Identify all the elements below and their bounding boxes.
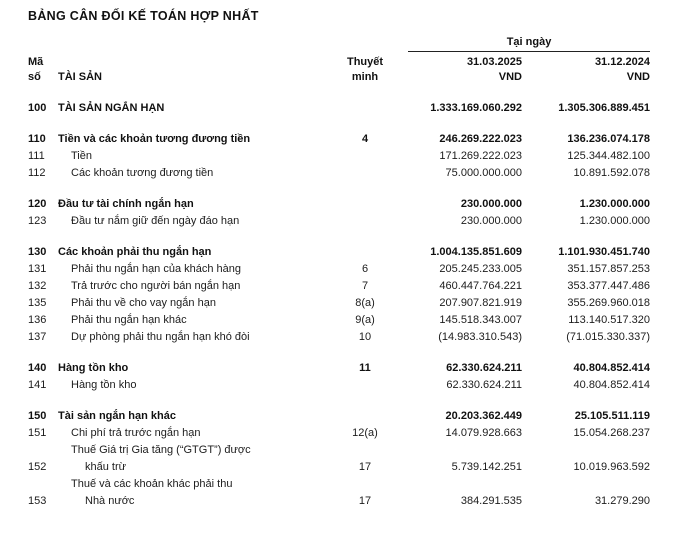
row-label-line1: Hàng tồn kho <box>71 379 137 391</box>
table-row <box>28 261 650 278</box>
row-value-2025: 62.330.624.211 <box>446 362 522 374</box>
row-value-2025: 230.000.000 <box>460 198 522 210</box>
row-label <box>58 377 340 394</box>
row-value-2024: 10.019.963.592 <box>573 461 650 473</box>
col-header-date-2025: 31.03.2025 <box>466 56 522 68</box>
row-value-2025: 246.269.222.023 <box>439 133 522 145</box>
col-header-note-line2: minh <box>351 71 379 83</box>
header-row-at-date <box>28 36 650 52</box>
row-code: 135 <box>28 297 47 309</box>
table-row <box>28 408 650 425</box>
row-code: 140 <box>28 362 47 374</box>
row-label <box>58 278 340 295</box>
row-value-2024: 355.269.960.018 <box>567 297 650 309</box>
row-note: 12(a) <box>352 427 378 439</box>
row-note: 8(a) <box>355 297 375 309</box>
row-value-2025: 171.269.222.023 <box>439 150 522 162</box>
row-code: 111 <box>28 150 45 162</box>
row-label <box>58 408 340 425</box>
col-header-note-line1: Thuyết <box>346 56 384 68</box>
row-code: 153 <box>28 495 47 507</box>
row-label <box>58 148 340 165</box>
row-label <box>58 476 340 510</box>
table-row <box>28 295 650 312</box>
row-label <box>58 425 340 442</box>
row-value-2025: 460.447.764.221 <box>439 280 522 292</box>
table-row <box>28 131 650 148</box>
row-label-line1: Các khoản phải thu ngắn hạn <box>58 246 212 258</box>
table-row <box>28 148 650 165</box>
row-value-2024: 40.804.852.414 <box>573 362 650 374</box>
row-note: 17 <box>358 461 372 473</box>
row-value-2024: 25.105.511.119 <box>574 410 650 422</box>
row-label <box>58 295 340 312</box>
row-code: 110 <box>28 133 46 145</box>
table-body <box>28 100 650 510</box>
table-row <box>28 213 650 230</box>
row-label-line1: Đầu tư tài chính ngắn hạn <box>58 198 194 210</box>
row-value-2024: 31.279.290 <box>594 495 650 507</box>
row-label-line1: Thuế và các khoản khác phải thu <box>71 478 233 490</box>
row-value-2025: 5.739.142.251 <box>451 461 522 473</box>
header-row-1 <box>28 55 650 70</box>
table-row <box>28 442 650 476</box>
row-code: 130 <box>28 246 47 258</box>
row-value-2025: (14.983.310.543) <box>438 331 522 343</box>
row-label <box>58 131 340 148</box>
row-value-2024: 353.377.447.486 <box>567 280 650 292</box>
table-row <box>28 278 650 295</box>
row-label-line1: Hàng tồn kho <box>58 362 129 374</box>
col-header-currency-2025: VND <box>498 71 522 83</box>
row-label <box>58 312 340 329</box>
row-label <box>58 100 340 117</box>
row-label-line1: Đầu tư nắm giữ đến ngày đáo hạn <box>71 215 240 227</box>
table-row <box>28 100 650 117</box>
row-label-line1: Phải thu ngắn hạn khác <box>71 314 187 326</box>
row-value-2025: 62.330.624.211 <box>446 379 522 391</box>
row-label-line2: khấu trừ <box>85 461 126 473</box>
row-label-line1: TÀI SẢN NGẮN HẠN <box>58 102 165 114</box>
row-code: 123 <box>28 215 47 227</box>
col-header-date-2024: 31.12.2024 <box>594 56 650 68</box>
row-value-2025: 145.518.343.007 <box>439 314 522 326</box>
table-row <box>28 196 650 213</box>
row-value-2025: 207.907.821.919 <box>439 297 522 309</box>
row-label-line1: Tài sản ngắn hạn khác <box>58 410 176 422</box>
row-value-2025: 384.291.535 <box>460 495 522 507</box>
row-value-2024: 1.230.000.000 <box>579 215 650 227</box>
row-label-line1: Tiền <box>71 150 92 162</box>
row-value-2025: 1.333.169.060.292 <box>430 102 522 114</box>
row-value-2024: 15.054.268.237 <box>573 427 650 439</box>
row-value-2024: 113.140.517.320 <box>568 314 650 326</box>
row-value-2025: 1.004.135.851.609 <box>430 246 522 258</box>
row-code: 150 <box>28 410 47 422</box>
row-note: 10 <box>358 331 372 343</box>
row-value-2025: 205.245.233.005 <box>439 263 522 275</box>
row-label <box>58 360 340 377</box>
row-label <box>58 329 340 346</box>
row-label-line1: Thuế Giá trị Gia tăng (“GTGT”) được <box>71 444 251 456</box>
row-label <box>58 261 340 278</box>
table-header <box>28 36 650 85</box>
row-value-2025: 20.203.362.449 <box>445 410 522 422</box>
row-label-line1: Các khoản tương đương tiền <box>71 167 214 179</box>
header-row-2 <box>28 70 650 85</box>
col-header-code-line1: Mã <box>28 56 44 68</box>
row-value-2024: 136.236.074.178 <box>567 133 650 145</box>
table-row <box>28 329 650 346</box>
row-label-line1: Chi phí trả trước ngắn hạn <box>71 427 201 439</box>
col-header-currency-2024: VND <box>626 71 650 83</box>
table-row <box>28 377 650 394</box>
row-label-line2: Nhà nước <box>85 495 135 507</box>
row-code: 141 <box>28 379 47 391</box>
row-note: 6 <box>361 263 369 275</box>
row-value-2024: 1.305.306.889.451 <box>558 102 650 114</box>
row-label-line1: Phải thu ngắn hạn của khách hàng <box>71 263 242 275</box>
row-code: 152 <box>28 461 47 473</box>
row-note: 11 <box>359 362 371 374</box>
table-row <box>28 360 650 377</box>
row-note: 7 <box>361 280 369 292</box>
row-label-line1: Tiền và các khoản tương đương tiền <box>58 133 251 145</box>
row-label-line1: Phải thu về cho vay ngắn hạn <box>71 297 216 309</box>
table-row <box>28 476 650 510</box>
row-label <box>58 196 340 213</box>
row-note: 17 <box>358 495 372 507</box>
col-header-code-line2: số <box>28 71 41 83</box>
row-label <box>58 442 340 476</box>
row-value-2025: 14.079.928.663 <box>445 427 522 439</box>
table-row <box>28 165 650 182</box>
row-value-2025: 75.000.000.000 <box>445 167 522 179</box>
row-value-2024: 351.157.857.253 <box>567 263 650 275</box>
row-code: 137 <box>28 331 47 343</box>
row-label <box>58 213 340 230</box>
row-code: 136 <box>28 314 47 326</box>
row-code: 112 <box>28 167 46 179</box>
row-value-2024: 1.230.000.000 <box>579 198 650 210</box>
page-title: BẢNG CÂN ĐỐI KẾ TOÁN HỢP NHẤT <box>28 9 259 23</box>
row-label <box>58 165 340 182</box>
row-value-2024: 1.101.930.451.740 <box>558 246 650 258</box>
row-code: 120 <box>28 198 47 210</box>
col-header-assets: TÀI SẢN <box>58 71 102 83</box>
row-value-2025: 230.000.000 <box>460 215 522 227</box>
row-code: 131 <box>28 263 47 275</box>
table-row <box>28 425 650 442</box>
row-code: 100 <box>28 102 47 114</box>
at-date-header: Tại ngày <box>408 36 650 52</box>
table-row <box>28 244 650 261</box>
row-code: 132 <box>28 280 47 292</box>
row-value-2024: 125.344.482.100 <box>567 150 650 162</box>
row-value-2024: (71.015.330.337) <box>566 331 650 343</box>
row-note: 4 <box>361 133 369 145</box>
row-code: 151 <box>28 427 47 439</box>
row-label <box>58 244 340 261</box>
row-note: 9(a) <box>355 314 375 326</box>
row-value-2024: 10.891.592.078 <box>573 167 650 179</box>
table-row <box>28 312 650 329</box>
row-label-line1: Trả trước cho người bán ngắn hạn <box>71 280 241 292</box>
row-value-2024: 40.804.852.414 <box>573 379 650 391</box>
row-label-line1: Dự phòng phải thu ngắn hạn khó đòi <box>71 331 250 343</box>
